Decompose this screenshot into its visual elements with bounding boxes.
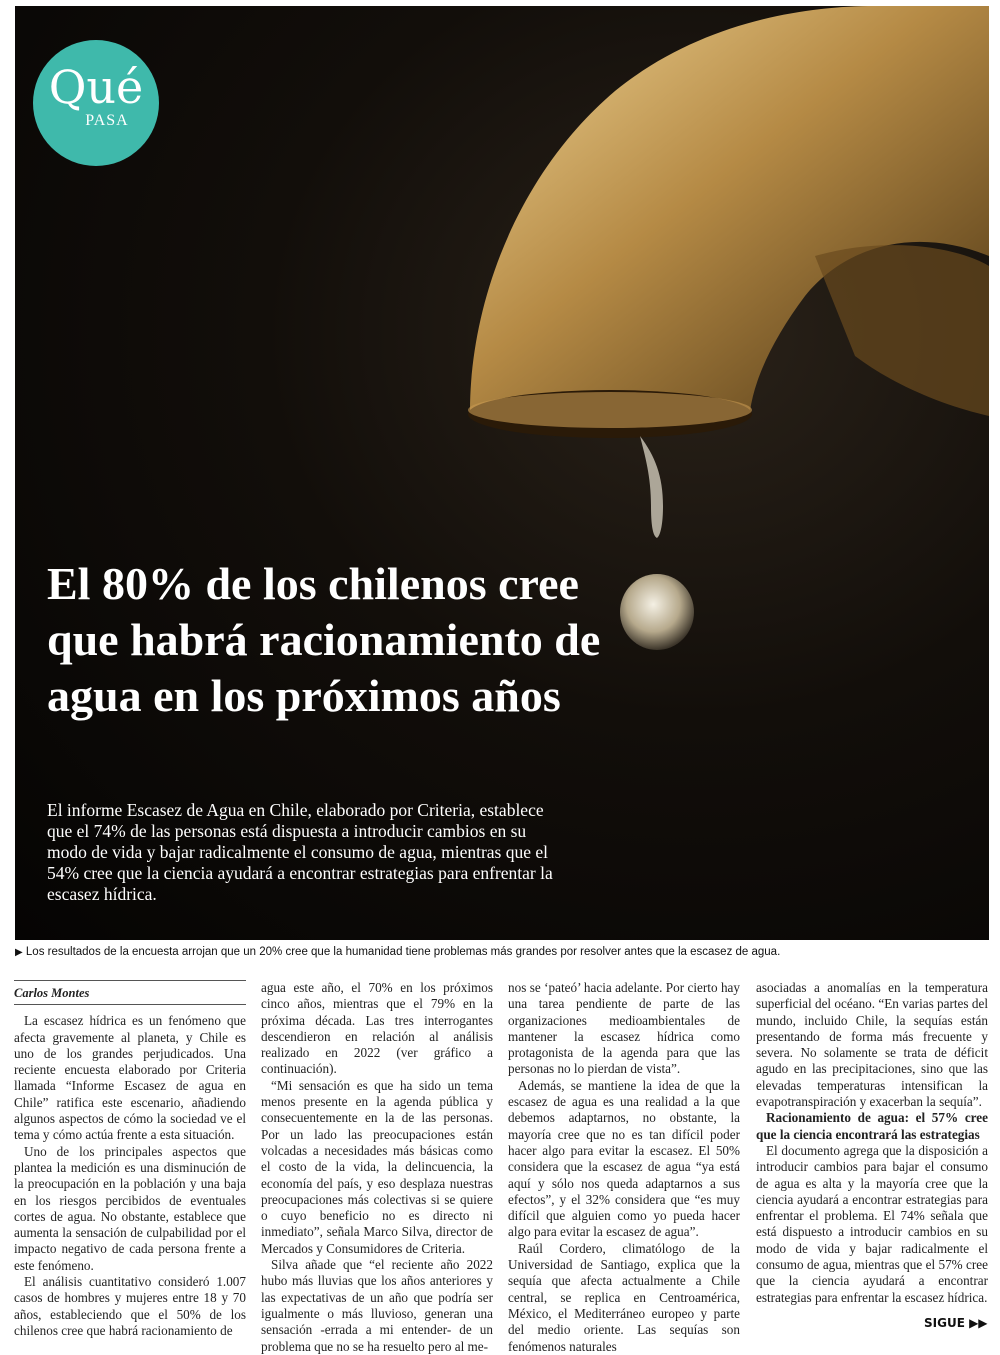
paragraph: nos se ‘pateó’ hacia adelante. Por cierto hay una tarea pendiente de parte de las organizaciones medioambientales de mantener la escasez hídrica como protagonista de la agenda para que las personas no lo pierdan de vista”. (508, 980, 740, 1077)
article-column-3 (508, 980, 740, 1355)
article-column-1 (14, 980, 246, 1339)
paragraph: El documento agrega que la disposición a introducir cambios para bajar el consumo de agua es alta y la mayoría cree que la ciencia ayudará a encontrar estrategias para enfrentar el problema. El 74% señala que está dispuesto a introducir cambios en su modo de vida y bajar radicalmente el consumo de agua, mientras que el 57% cree que la ciencia ayudará a encontrar estrategias para enfrentar la escasez hídrica. (756, 1142, 988, 1305)
continue-link[interactable]: SIGUE ▶▶ (924, 1316, 988, 1330)
paragraph: Uno de los principales aspectos que plantea la medición es una disminución de la preocupación en la población y una baja en los riesgos percibidos de eventuales cortes de agua. No obstante, establece que aumenta la sensación de culpabilidad por el impacto negativo de cada persona frente a este fenómeno. (14, 1143, 246, 1273)
article-column-4 (756, 980, 988, 1306)
photo-caption (15, 945, 995, 960)
caption-arrow-icon: ▶ (15, 947, 23, 958)
paragraph: asociadas a anomalías en la temperatura superficial del océano. “En varias partes del mundo, incluido Chile, la sequías están presentando de forma más frecuente y severa. No solamente se trata de déficit agudo en las precipitaciones, sino que las elevadas temperaturas intensifican la evapotranspiración y exacerban la sequía”. (756, 980, 988, 1110)
subheading: Racionamiento de agua: el 57% cree que la ciencia encontrará las estrategias (756, 1110, 988, 1142)
paragraph: La escasez hídrica es un fenómeno que afecta gravemente al planeta, y Chile es uno de los grandes perjudicados. Una reciente encuesta elaborado por Criteria llamada “Informe Escasez de agua en Chile” ratifica este escenario, añadiendo algunos aspectos de cómo la sociedad ve el tema y cómo actúa frente a esta situación. (14, 1013, 246, 1143)
article-column-2 (261, 980, 493, 1355)
logo-pasa: PASA (85, 112, 129, 129)
paragraph: Además, se mantiene la idea de que la escasez de agua es una realidad a la que debemos adaptarnos, no obstante, la mayoría cree que no es tan difícil poder hacer algo para evitar la escasez. El 50% considera que la escasez de agua “ya está aquí y sólo nos queda adaptarnos a sus efectos”, y el 32% considera que “es muy difícil que alguien como yo pueda hacer algo para evitar la escasez de agua”. (508, 1077, 740, 1240)
paragraph: Silva añade que “el reciente año 2022 hubo más lluvias que los años anteriores y las expectativas de un año que podría ser igualmente o más lluvioso, generan una sensación -errada a mi entender- de un problema que no se ha resuelto pero al me- (261, 1257, 493, 1354)
que-pasa-logo (33, 40, 159, 166)
paragraph: El análisis cuantitativo consideró 1.007 casos de hombres y mujeres entre 18 y 70 años, estableciendo que el 50% de los chilenos cree que habrá racionamiento de (14, 1274, 246, 1338)
byline: Carlos Montes (14, 980, 246, 1005)
logo-que: Qué (48, 60, 144, 114)
lead-paragraph: El informe Escasez de Agua en Chile, elaborado por Criteria, establece que el 74% de las personas está dispuesta a introducir cambios en su modo de vida y bajar radicalmente el consumo de agua, mientras que el 54% cree que la ciencia ayudará a encontrar estrategias para enfrentar la escasez hídrica. (47, 800, 553, 904)
paragraph: “Mi sensación es que ha sido un tema menos presente en la agenda pública y consecuentemente en la de las personas. Por un lado las preocupaciones están volcadas a necesidades más básicas como el costo de la vida, la delincuencia, la economía del país, y eso desplaza nuestras preocupaciones más colectivas si se quiere o cuyo beneficio no es directo ni inmediato”, señala Marco Silva, director de Mercados y Consumidores de Criteria. (261, 1077, 493, 1256)
paragraph: agua este año, el 70% en los próximos cinco años, mientras que el 79% en la próxima década. Las tres interrogantes descendieron en relación al análisis realizado en 2022 (ver gráfico a continuación). (261, 980, 493, 1077)
paragraph: Raúl Cordero, climatólogo de la Universidad de Santiago, explica que la sequía que afecta actualmente a Chile central, se replica en Centroamérica, México, el Mediterráneo europeo y parte del medio oriente. Las sequías son fenómenos naturales (508, 1240, 740, 1354)
headline: El 80% de los chilenos cree que habrá racionamiento de agua en los próximos años (47, 558, 601, 721)
caption-text: Los resultados de la encuesta arrojan que un 20% cree que la humanidad tiene problemas más grandes por resolver antes que la escasez de agua. (25, 946, 781, 958)
